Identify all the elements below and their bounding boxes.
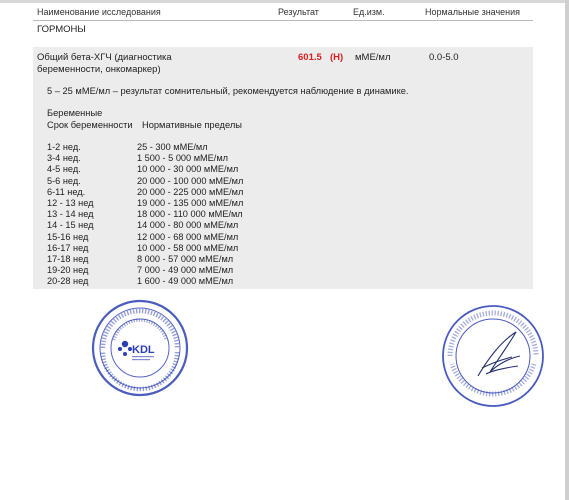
test-value: 601.5 — [298, 52, 322, 63]
range-limits: 25 - 300 мМЕ/мл — [137, 142, 208, 152]
doctor-seal-graphic — [438, 302, 548, 410]
test-name — [37, 52, 207, 76]
range-row — [47, 153, 347, 164]
range-limits: 10 000 - 30 000 мМЕ/мл — [137, 164, 239, 175]
range-row — [47, 187, 347, 198]
range-term: 12 - 13 нед — [47, 197, 94, 208]
range-row — [47, 209, 347, 220]
range-row — [47, 243, 347, 254]
test-flag: (H) — [330, 52, 344, 63]
range-term: 5-6 нед. — [47, 175, 81, 186]
clinic-seal-graphic — [90, 298, 190, 398]
test-name-line2: беременности, онкомаркер) — [37, 64, 161, 75]
range-term: 4-5 нед. — [47, 164, 81, 175]
header-norm: Нормальные значения — [425, 7, 521, 17]
header-result: Результат — [278, 7, 319, 17]
range-term: 3-4 нед. — [47, 153, 81, 164]
range-row — [47, 265, 347, 276]
range-row — [47, 142, 347, 153]
doctor-seal-stamp — [438, 302, 548, 410]
section-title: ГОРМОНЫ — [37, 24, 86, 35]
range-limits: 18 000 - 110 000 мМЕ/мл — [137, 209, 243, 220]
result-comment: 5 – 25 мМЕ/мл – результат сомнительный, рекомендуется наблюдение в динамике. — [47, 86, 409, 96]
range-row — [47, 254, 347, 265]
range-row — [47, 220, 347, 231]
range-row — [47, 176, 347, 187]
range-limits: 10 000 - 58 000 мМЕ/мл — [137, 242, 239, 253]
page-right-border — [565, 0, 569, 500]
range-row — [47, 164, 347, 175]
range-limits: 14 000 - 80 000 мМЕ/мл — [137, 220, 239, 231]
range-term: 19-20 нед — [47, 265, 89, 276]
range-term: 16-17 нед — [47, 242, 89, 253]
range-limits: 1 600 - 49 000 мМЕ/мл — [137, 276, 234, 287]
range-term: 15-16 нед — [47, 231, 89, 242]
col-limits-header: Нормативные пределы — [142, 120, 242, 130]
col-term-header: Срок беременности — [47, 120, 133, 130]
test-name-line1: Общий бета-ХГЧ (диагностика — [37, 52, 172, 63]
range-term: 13 - 14 нед — [47, 209, 94, 220]
range-row — [47, 276, 347, 287]
range-limits: 20 000 - 225 000 мМЕ/мл — [137, 186, 244, 197]
range-term: 14 - 15 нед — [47, 220, 94, 231]
range-limits: 8 000 - 57 000 мМЕ/мл — [137, 253, 234, 264]
header-name: Наименование исследования — [37, 7, 161, 17]
range-limits: 12 000 - 68 000 мМЕ/мл — [137, 231, 239, 242]
range-limits: 20 000 - 100 000 мМЕ/мл — [137, 175, 244, 186]
test-norm: 0.0-5.0 — [429, 52, 459, 63]
table-header — [33, 4, 533, 21]
result-block — [33, 47, 533, 289]
range-term: 20-28 нед — [47, 276, 89, 287]
pregnancy-title: Беременные — [47, 108, 103, 118]
range-row — [47, 198, 347, 209]
pregnancy-ranges-list — [47, 142, 347, 287]
range-term: 17-18 нед — [47, 253, 89, 264]
header-unit: Ед.изм. — [353, 7, 385, 17]
clinic-seal-stamp — [90, 298, 190, 398]
page-top-border — [0, 0, 569, 3]
range-limits: 19 000 - 135 000 мМЕ/мл — [137, 197, 244, 208]
test-unit: мМЕ/мл — [355, 52, 391, 63]
range-term: 6-11 нед. — [47, 186, 86, 197]
range-limits: 1 500 - 5 000 мМЕ/мл — [137, 153, 229, 164]
range-limits: 7 000 - 49 000 мМЕ/мл — [137, 265, 234, 276]
range-row — [47, 232, 347, 243]
seal-logo-text: KDL — [132, 344, 155, 356]
range-term: 1-2 нед. — [47, 142, 81, 152]
signature-scribble — [478, 332, 520, 376]
